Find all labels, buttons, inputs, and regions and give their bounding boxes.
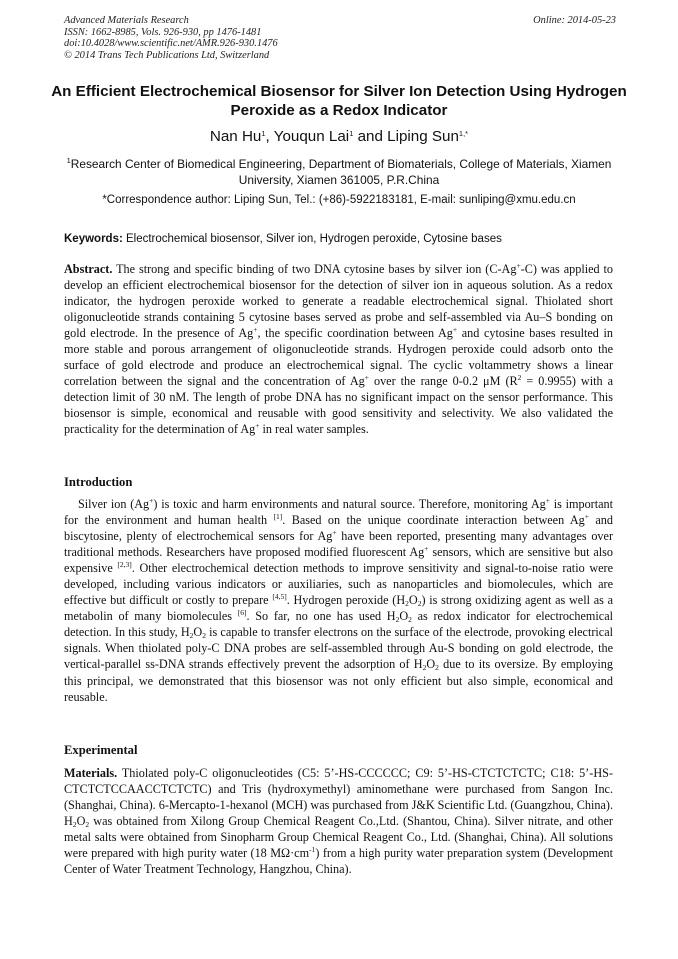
text-run: . Other electrochemical detection methods to improve sensitivity and signal-to-noise ratio were developed, including various indicators or auxiliaries, such as nanoparticles and biomolecules, which are effective but difficult or costly to prepare [64, 561, 614, 608]
citation-ref: [6] [237, 608, 247, 618]
abstract-label: Abstract. [64, 262, 113, 276]
superscript: + [364, 373, 369, 383]
section-heading-introduction: Introduction [64, 475, 133, 489]
subscript: 2 [417, 599, 422, 609]
materials-label: Materials. [64, 766, 118, 780]
introduction-paragraph [64, 496, 613, 705]
superscript: + [424, 544, 429, 554]
superscript: + [452, 325, 458, 335]
affiliation-text: Research Center of Biomedical Engineering, Department of Biomaterials, College of Materials, Xiamen University, Xiamen 361005, P.R.China [70, 157, 612, 187]
keywords-text: Electrochemical biosensor, Silver ion, Hydrogen peroxide, Cytosine bases [122, 233, 502, 245]
text-run: , the specific coordination between Ag [257, 326, 453, 341]
journal-header [64, 15, 616, 61]
author-name: Youqun Lai [273, 128, 350, 145]
author-affiliation-mark: 1,* [458, 129, 469, 138]
subscript: 2 [408, 615, 412, 625]
subscript: 2 [189, 631, 194, 641]
affiliation-mark: 1 [66, 156, 71, 165]
superscript: + [149, 496, 154, 505]
text-run: have been reported, presenting many advantages over traditional methods. Researchers have proposed modified fluorescent Ag [64, 529, 613, 560]
text-run: = 0.9955) with a detection limit of 30 nM. The length of probe DNA has no significant impact on the sensor performance. This biosensor is simple, economical and reusable with good sensitivity and selectivity. We also validated the practicality for the determination of Ag [64, 374, 613, 437]
text-run: is important for the environment and human health [64, 497, 614, 528]
journal-name: Advanced Materials Research [64, 15, 189, 26]
text-run: ) is strong oxidizing agent as well as a metabolin of many biomolecules [64, 593, 613, 624]
paper-title: An Efficient Electrochemical Biosensor for Silver Ion Detection Using Hydrogen Peroxide as a Redox Indicator [51, 83, 627, 119]
text-run: . Based on the unique coordinate interaction between Ag [282, 513, 585, 528]
superscript: + [516, 261, 521, 270]
author-affiliation-mark: 1 [349, 129, 354, 138]
author-separator: , [265, 128, 274, 145]
citation-ref: [1] [273, 512, 283, 522]
copyright-line: © 2014 Trans Tech Publications Ltd, Switzerland [64, 49, 270, 61]
text-run: . Hydrogen peroxide (H [286, 593, 406, 608]
superscript: + [255, 421, 260, 431]
online-date: Online: 2014-05-23 [533, 15, 616, 26]
text-run: O [426, 657, 436, 672]
text-run: in real water samples. [259, 422, 369, 437]
citation-ref: [2,3] [117, 560, 132, 570]
materials-paragraph [64, 765, 613, 877]
text-run: over the range 0-0.2 μM (R [368, 374, 518, 389]
abstract-paragraph [64, 261, 613, 438]
author-name: Liping Sun [387, 128, 459, 145]
author-affiliation-mark: 1 [261, 129, 266, 138]
text-run: and cytosine bases resulted in more stable and porous arrangement of oligonucleotide strands. Hydrogen peroxide could adsorb onto the surface of gold electrode and produce an electrochemical signal. The cyclic voltammetry shows a linear correlation between the signal and the concentration of Ag [64, 326, 613, 389]
author-name: Nan Hu [209, 128, 262, 145]
author-list [50, 128, 628, 146]
text-run: O [193, 625, 203, 640]
subscript: 2 [422, 663, 427, 673]
subscript: 2 [395, 615, 400, 625]
text-run: O [399, 609, 409, 624]
text-run: . So far, no one has used H [246, 609, 396, 624]
issn-line: ISSN: 1662-8985, Vols. 926-930, pp 1476-1481 [64, 26, 262, 38]
text-run: O [408, 593, 418, 608]
text-run: and biscytosine, plenty of electrochemical sensors for Ag [64, 513, 613, 544]
text-run: O [76, 814, 86, 829]
affiliation [60, 157, 618, 188]
text-run: was obtained from Xilong Group Chemical Reagent Co.,Ltd. (Shantou, China). Silver nitrate, and other metal salts were obtained from Sinopharm Group Chemical Reagent Co., Ltd. (Shanghai, China). All solutions were prepared with high purity water (18 MΩ·cm [64, 814, 613, 861]
text-run: Silver ion (Ag [78, 497, 150, 511]
doi-line: doi:10.4028/www.scientific.net/AMR.926-930.1476 [64, 38, 278, 50]
text-run: due to its oversize. By employing this principal, we demonstrated that this biosensor was not only efficient but also simple, economical and reusable. [64, 657, 613, 704]
subscript: 2 [85, 820, 90, 830]
subscript: 2 [405, 599, 409, 609]
author-separator: and [353, 128, 388, 145]
text-run: as redox indicator for electrochemical detection. In this study, H [64, 609, 613, 640]
superscript: -1 [309, 845, 316, 855]
text-run: is capable to transfer electrons on the surface of the electrode, provoking electrical signals. When thiolated poly-C DNA probes are self-assembled through Au-S bonding on gold electrode, the vertical-parallel ss-DNA strands effectively prevent the adsorption of H [64, 625, 613, 672]
subscript: 2 [435, 663, 439, 673]
superscript: + [332, 528, 337, 538]
keywords-line [64, 232, 624, 246]
superscript: + [545, 496, 550, 505]
keywords-label: Keywords: [64, 233, 123, 245]
citation-ref: [4,5] [272, 592, 287, 602]
text-run: ) is toxic and harm environments and natural source. Therefore, monitoring Ag [153, 497, 546, 511]
text-run: The strong and specific binding of two DNA cytosine bases by silver ion (C-Ag [112, 262, 517, 276]
text-run: Thiolated poly-C oligonucleotides (C5: 5’-HS-CCCCCC; C9: 5’-HS-CTCTCTCTC; C18: 5’-HS-CTCTCTCCAACCTCTCTC) and Tris (hydroxymethyl) aminomethane were purchased from Sangon Inc. (Shanghai, China). 6-Mercapto-1-hexanol (MCH) was purchased from J&K Scientific Ltd. (Guangzhou, China). H [64, 766, 613, 829]
text-run: sensors, which are sensitive but also expensive [64, 545, 614, 576]
correspondence-line: *Correspondence author: Liping Sun, Tel.: (+86)-5922183181, E-mail: sunliping@xmu.edu.cn [102, 194, 576, 206]
text-run: ) from a high purity water preparation system (Development Center of Water Treatment Technology, Hangzhou, China). [64, 846, 613, 877]
superscript: 2 [517, 373, 522, 383]
subscript: 2 [202, 631, 206, 641]
subscript: 2 [72, 820, 77, 830]
text-run: -C) was applied to develop an efficient electrochemical biosensor for the detection of silver ion in aqueous solution. As a redox indicator, the hydrogen peroxide worked to generate a readable electrochemical signal. Thiolated short oligonucleotide strands containing 5 cytosine bases served as probe and self-assembled via Au–S bonding on gold electrode. In the presence of Ag [64, 262, 613, 341]
superscript: + [584, 512, 590, 522]
superscript: + [253, 325, 258, 335]
section-heading-experimental: Experimental [64, 743, 138, 757]
